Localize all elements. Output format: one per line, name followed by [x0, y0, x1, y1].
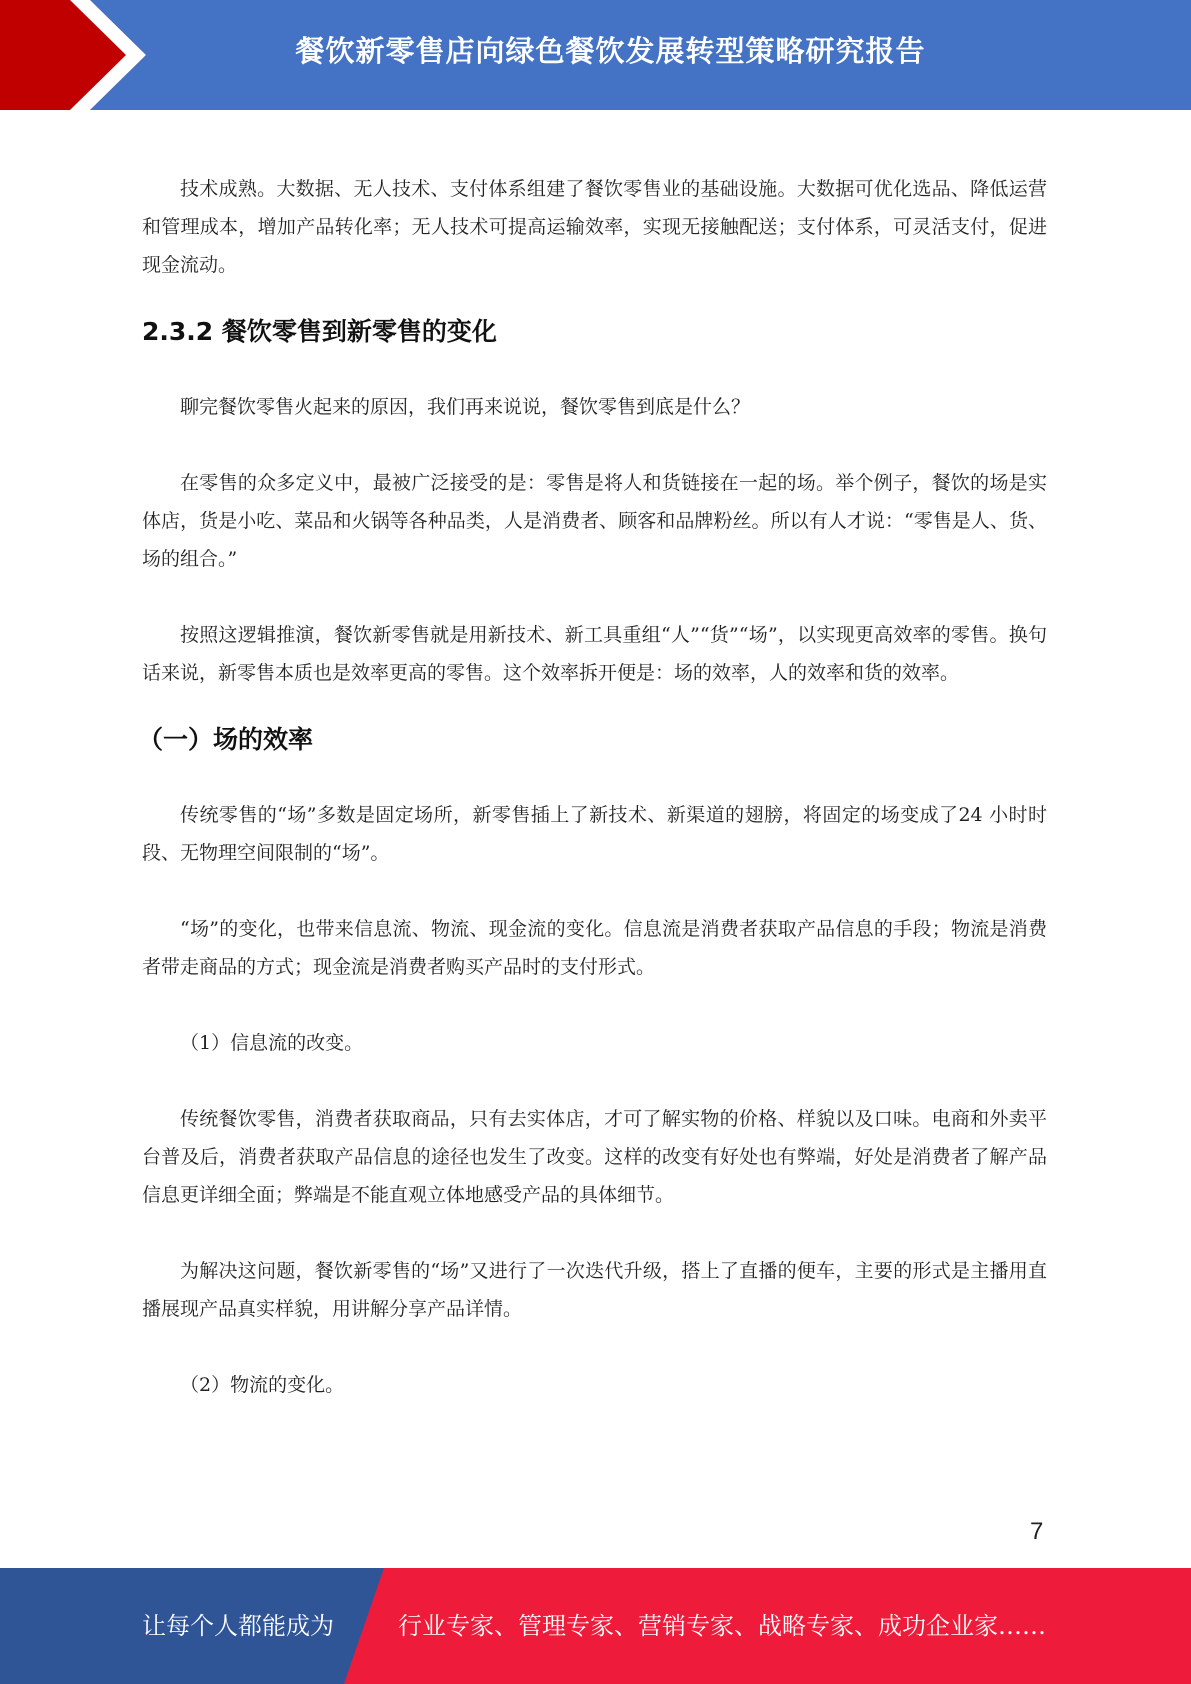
page-footer — [0, 1568, 1191, 1684]
page-content — [138, 170, 1047, 1404]
header-chevron-icon — [0, 0, 160, 110]
paragraph-new-retail-logic: 按照这逻辑推演，餐饮新零售就是用新技术、新工具重组“人”“货”“场”，以实现更高效率的零售。换句话来说，新零售本质也是效率更高的零售。这个效率拆开便是：场的效率，人的效率和货的效率。 — [142, 624, 1047, 684]
paragraph-livestream-solution: 为解决这问题，餐饮新零售的“场”又进行了一次迭代升级，搭上了直播的便车，主要的形式是主播用直播展现产品真实样貌，用讲解分享产品详情。 — [142, 1260, 1047, 1320]
list-item-logistics: （2）物流的变化。 — [180, 1374, 345, 1396]
paragraph-intro-question: 聊完餐饮零售火起来的原因，我们再来说说，餐饮零售到底是什么？ — [180, 396, 751, 418]
paragraph-field-change: “场”的变化，也带来信息流、物流、现金流的变化。信息流是消费者获取产品信息的手段；物流是消费者带走商品的方式；现金流是消费者购买产品时的支付形式。 — [142, 918, 1047, 978]
footer-slogan-left: 让每个人都能成为 — [142, 1612, 334, 1640]
footer-slogan-right: 行业专家、管理专家、营销专家、战略专家、成功企业家…… — [398, 1612, 1046, 1640]
paragraph-traditional-field: 传统零售的“场”多数是固定场所，新零售插上了新技术、新渠道的翅膀，将固定的场变成了24 小时时段、无物理空间限制的“场”。 — [142, 804, 1047, 864]
page-header — [0, 0, 1191, 110]
subheading-field-efficiency: （一）场的效率 — [138, 725, 314, 754]
report-title: 餐饮新零售店向绿色餐饮发展转型策略研究报告 — [295, 34, 926, 68]
paragraph-info-flow-detail: 传统餐饮零售，消费者获取商品，只有去实体店，才可了解实物的价格、样貌以及口味。电商和外卖平台普及后，消费者获取产品信息的途径也发生了改变。这样的改变有好处也有弊端，好处是消费者了解产品信息更详细全面；弊端是不能直观立体地感受产品的具体细节。 — [142, 1108, 1047, 1206]
paragraph-tech-maturity: 技术成熟。大数据、无人技术、支付体系组建了餐饮零售业的基础设施。大数据可优化选品、降低运营和管理成本，增加产品转化率；无人技术可提高运输效率，实现无接触配送；支付体系，可灵活支付，促进现金流动。 — [142, 178, 1047, 276]
section-heading-2-3-2: 2.3.2 餐饮零售到新零售的变化 — [142, 317, 497, 346]
page-number: 7 — [1030, 1518, 1044, 1545]
list-item-info-flow: （1）信息流的改变。 — [180, 1032, 364, 1054]
paragraph-retail-definition: 在零售的众多定义中，最被广泛接受的是：零售是将人和货链接在一起的场。举个例子，餐饮的场是实体店，货是小吃、菜品和火锅等各种品类，人是消费者、顾客和品牌粉丝。所以有人才说：“零售是人、货、场的组合。” — [142, 472, 1047, 570]
